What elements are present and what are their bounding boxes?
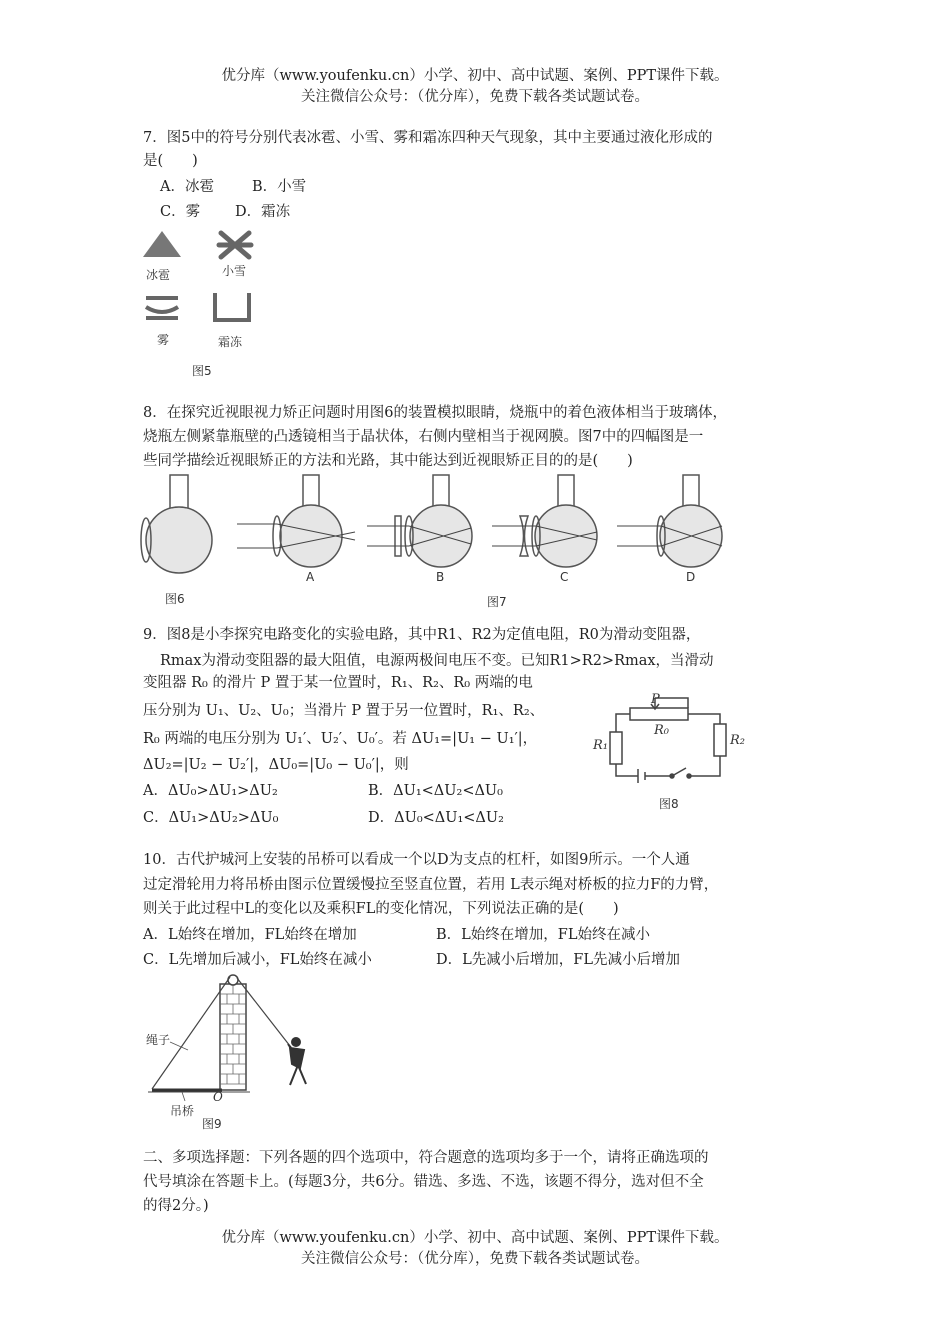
figure-5-caption: 图5 [192, 364, 212, 378]
q7-stem-line-2: 是( ) [143, 153, 198, 169]
q7-stem-line-1: 7．图5中的符号分别代表冰雹、小雪、雾和霜冻四种天气现象，其中主要通过液化形成的 [143, 130, 713, 146]
q10-option-c: C．L先增加后减小，FL始终在减小 [143, 952, 372, 968]
q10-option-a: A．L始终在增加，FL始终在增加 [143, 927, 357, 943]
section-2-line-1: 二、多项选择题：下列各题的四个选项中，符合题意的选项均多于一个，请将正确选项的 [143, 1150, 709, 1166]
snow-icon [219, 233, 251, 257]
figure-8-label-r2: R₂ [730, 733, 745, 748]
figure-7-label-c: C [560, 570, 569, 584]
q9-stem-line-2: Rmax为滑动变阻器的最大阻值，电源两极间电压不变。已知R1>R2>Rmax，当滑动 [160, 653, 714, 669]
q9-option-c: C．ΔU₁>ΔU₂>ΔU₀ [143, 810, 279, 826]
figure-7-option-b [365, 470, 485, 570]
figure-6-flask [140, 470, 230, 585]
q9-option-a: A．ΔU₀>ΔU₁>ΔU₂ [143, 783, 278, 799]
figure-8-label-r1: R₁ [593, 738, 608, 753]
q10-stem-line-1: 10．古代护城河上安装的吊桥可以看成一个以D为支点的杠杆，如图9所示。一个人通 [143, 852, 690, 868]
figure-7-option-c [490, 470, 610, 570]
figure-8-caption: 图8 [659, 797, 679, 811]
figure-7-caption: 图7 [487, 595, 507, 609]
q10-option-b: B．L始终在增加，FL始终在减小 [436, 927, 650, 943]
figure-9-caption: 图9 [202, 1117, 222, 1131]
figure-7-label-a: A [306, 570, 315, 584]
q8-stem-line-3: 些同学描绘近视眼矫正的方法和光路，其中能达到近视眼矫正目的的是( ) [143, 453, 633, 469]
figure-8-label-r0: R₀ [654, 723, 669, 738]
footer-line-2: 关注微信公众号：（优分库），免费下载各类试题试卷。 [301, 1251, 649, 1267]
hail-icon [143, 231, 181, 257]
frost-icon [215, 293, 249, 320]
q7-option-c: C．雾 [160, 204, 201, 220]
figure-9-label-rope: 绳子 [146, 1033, 171, 1047]
q9-stem-line-3: 变阻器 R₀ 的滑片 P 置于某一位置时，R₁、R₂、R₀ 两端的电 [143, 675, 533, 691]
person-icon [288, 1038, 306, 1085]
footer-line-1: 优分库（www.youfenku.cn）小学、初中、高中试题、案例、PPT课件下载。 [221, 1230, 729, 1246]
label-hail: 冰雹 [146, 268, 171, 282]
figure-7-option-a [235, 470, 360, 570]
figure-7-option-d [615, 470, 735, 570]
q9-stem-line-5: R₀ 两端的电压分别为 U₁′、U₂′、U₀′。若 ΔU₁=|U₁ − U₁′|， [143, 731, 538, 747]
figure-8-label-p: P [651, 692, 660, 707]
pulley-icon [228, 975, 238, 985]
figure-7-label-b: B [436, 570, 445, 584]
section-2-line-2: 代号填涂在答题卡上。(每题3分，共6分。错选、多选、不选，该题不得分，选对但不全 [143, 1174, 704, 1190]
header-line-2: 关注微信公众号：（优分库），免费下载各类试题试卷。 [301, 89, 649, 105]
q10-stem-line-2: 过定滑轮用力将吊桥由图示位置缓慢拉至竖直位置，若用 L表示绳对桥板的拉力F的力臂， [143, 877, 719, 893]
figure-9-label-bridge: 吊桥 [170, 1104, 195, 1118]
q9-option-d: D．ΔU₀<ΔU₁<ΔU₂ [368, 810, 504, 826]
header-line-1: 优分库（www.youfenku.cn）小学、初中、高中试题、案例、PPT课件下载。 [221, 68, 729, 84]
q9-stem-line-4: 压分别为 U₁、U₂、U₀；当滑片 P 置于另一位置时，R₁、R₂、 [143, 703, 545, 719]
figure-6-caption: 图6 [165, 592, 185, 606]
q9-stem-line-1: 9．图8是小李探究电路变化的实验电路，其中R1、R2为定值电阻，R0为滑动变阻器， [143, 627, 701, 643]
q8-stem-line-2: 烧瓶左侧紧靠瓶壁的凸透镜相当于晶状体，右侧内壁相当于视网膜。图7中的四幅图是一 [143, 429, 704, 445]
figure-9-label-pivot: O [213, 1090, 223, 1104]
label-frost: 霜冻 [218, 335, 243, 349]
figure-7-label-d: D [686, 570, 696, 584]
q9-option-b: B．ΔU₁<ΔU₂<ΔU₀ [368, 783, 503, 799]
label-fog: 雾 [157, 333, 170, 347]
q7-option-d: D．霜冻 [235, 204, 291, 220]
q7-option-b: B．小雪 [252, 179, 307, 195]
q10-stem-line-3: 则关于此过程中L的变化以及乘积FL的变化情况，下列说法正确的是( ) [143, 901, 619, 917]
section-2-line-3: 的得2分。) [143, 1198, 209, 1214]
q10-option-d: D．L先减小后增加，FL先减小后增加 [436, 952, 680, 968]
q7-option-a: A．冰雹 [160, 179, 214, 195]
fog-icon [146, 298, 178, 318]
q8-stem-line-1: 8．在探究近视眼视力矫正问题时用图6的装置模拟眼睛，烧瓶中的着色液体相当于玻璃体， [143, 405, 727, 421]
label-snow: 小雪 [222, 264, 247, 278]
q9-stem-line-6: ΔU₂=|U₂ − U₂′|，ΔU₀=|U₀ − U₀′|，则 [143, 757, 409, 773]
